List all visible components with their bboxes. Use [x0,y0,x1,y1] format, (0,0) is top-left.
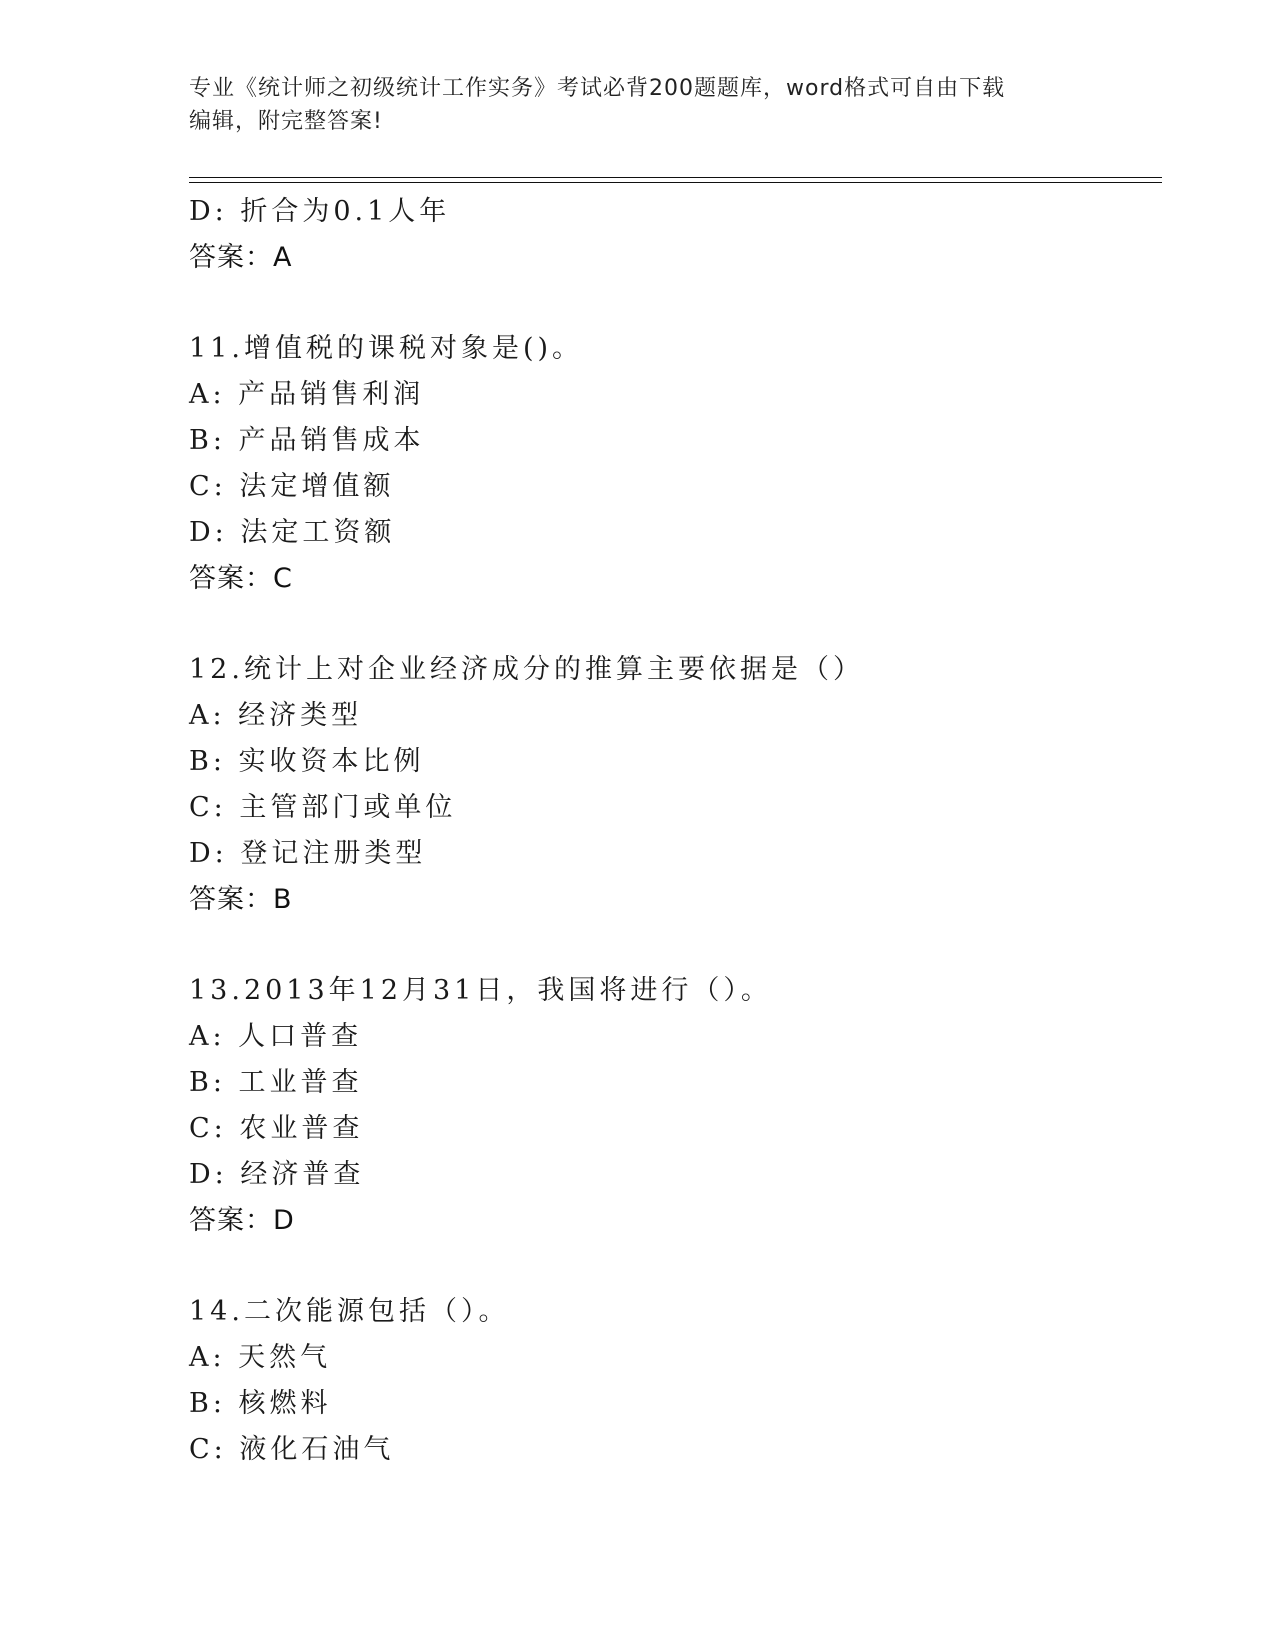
header-divider-top [189,177,1162,178]
question-11-answer: 答案：C [189,563,293,594]
question-11-option-a: A: 产品销售利润 [189,379,425,410]
question-13-answer: 答案：D [189,1205,295,1236]
question-11-option-b: B: 产品销售成本 [189,425,425,456]
question-10-option-d: D: 折合为0.1人年 [189,196,451,227]
header-title-line-2: 编辑，附完整答案! [189,109,383,134]
question-11-option-c: C: 法定增值额 [189,471,395,502]
question-10-answer: 答案：A [189,242,293,273]
question-12-stem: 12.统计上对企业经济成分的推算主要依据是（） [189,654,864,685]
question-14-option-a: A: 天然气 [189,1342,332,1373]
spacer [189,1244,1149,1289]
question-14-option-c: C: 液化石油气 [189,1434,395,1465]
question-list [189,189,1149,1473]
spacer [189,602,1149,647]
spacer [189,281,1149,326]
question-13-option-a: A: 人口普查 [189,1021,363,1052]
question-12-option-d: D: 登记注册类型 [189,838,427,869]
header-divider-bottom [189,182,1162,183]
document-header [189,72,1079,138]
question-13-option-b: B: 工业普查 [189,1067,363,1098]
question-12-option-c: C: 主管部门或单位 [189,792,457,823]
question-13-option-c: C: 农业普查 [189,1113,364,1144]
question-11-option-d: D: 法定工资额 [189,517,396,548]
question-12-option-b: B: 实收资本比例 [189,746,425,777]
header-title-line-1: 专业《统计师之初级统计工作实务》考试必背200题题库，word格式可自由下载 [189,76,1006,101]
question-11-stem: 11.增值税的课税对象是()。 [189,333,584,364]
question-12-answer: 答案：B [189,884,293,915]
question-13-option-d: D: 经济普查 [189,1159,365,1190]
question-14-option-b: B: 核燃料 [189,1388,332,1419]
question-13-stem: 13.2013年12月31日，我国将进行（）。 [189,975,772,1006]
spacer [189,923,1149,968]
question-12-option-a: A: 经济类型 [189,700,363,731]
question-14-stem: 14.二次能源包括（）。 [189,1296,510,1327]
